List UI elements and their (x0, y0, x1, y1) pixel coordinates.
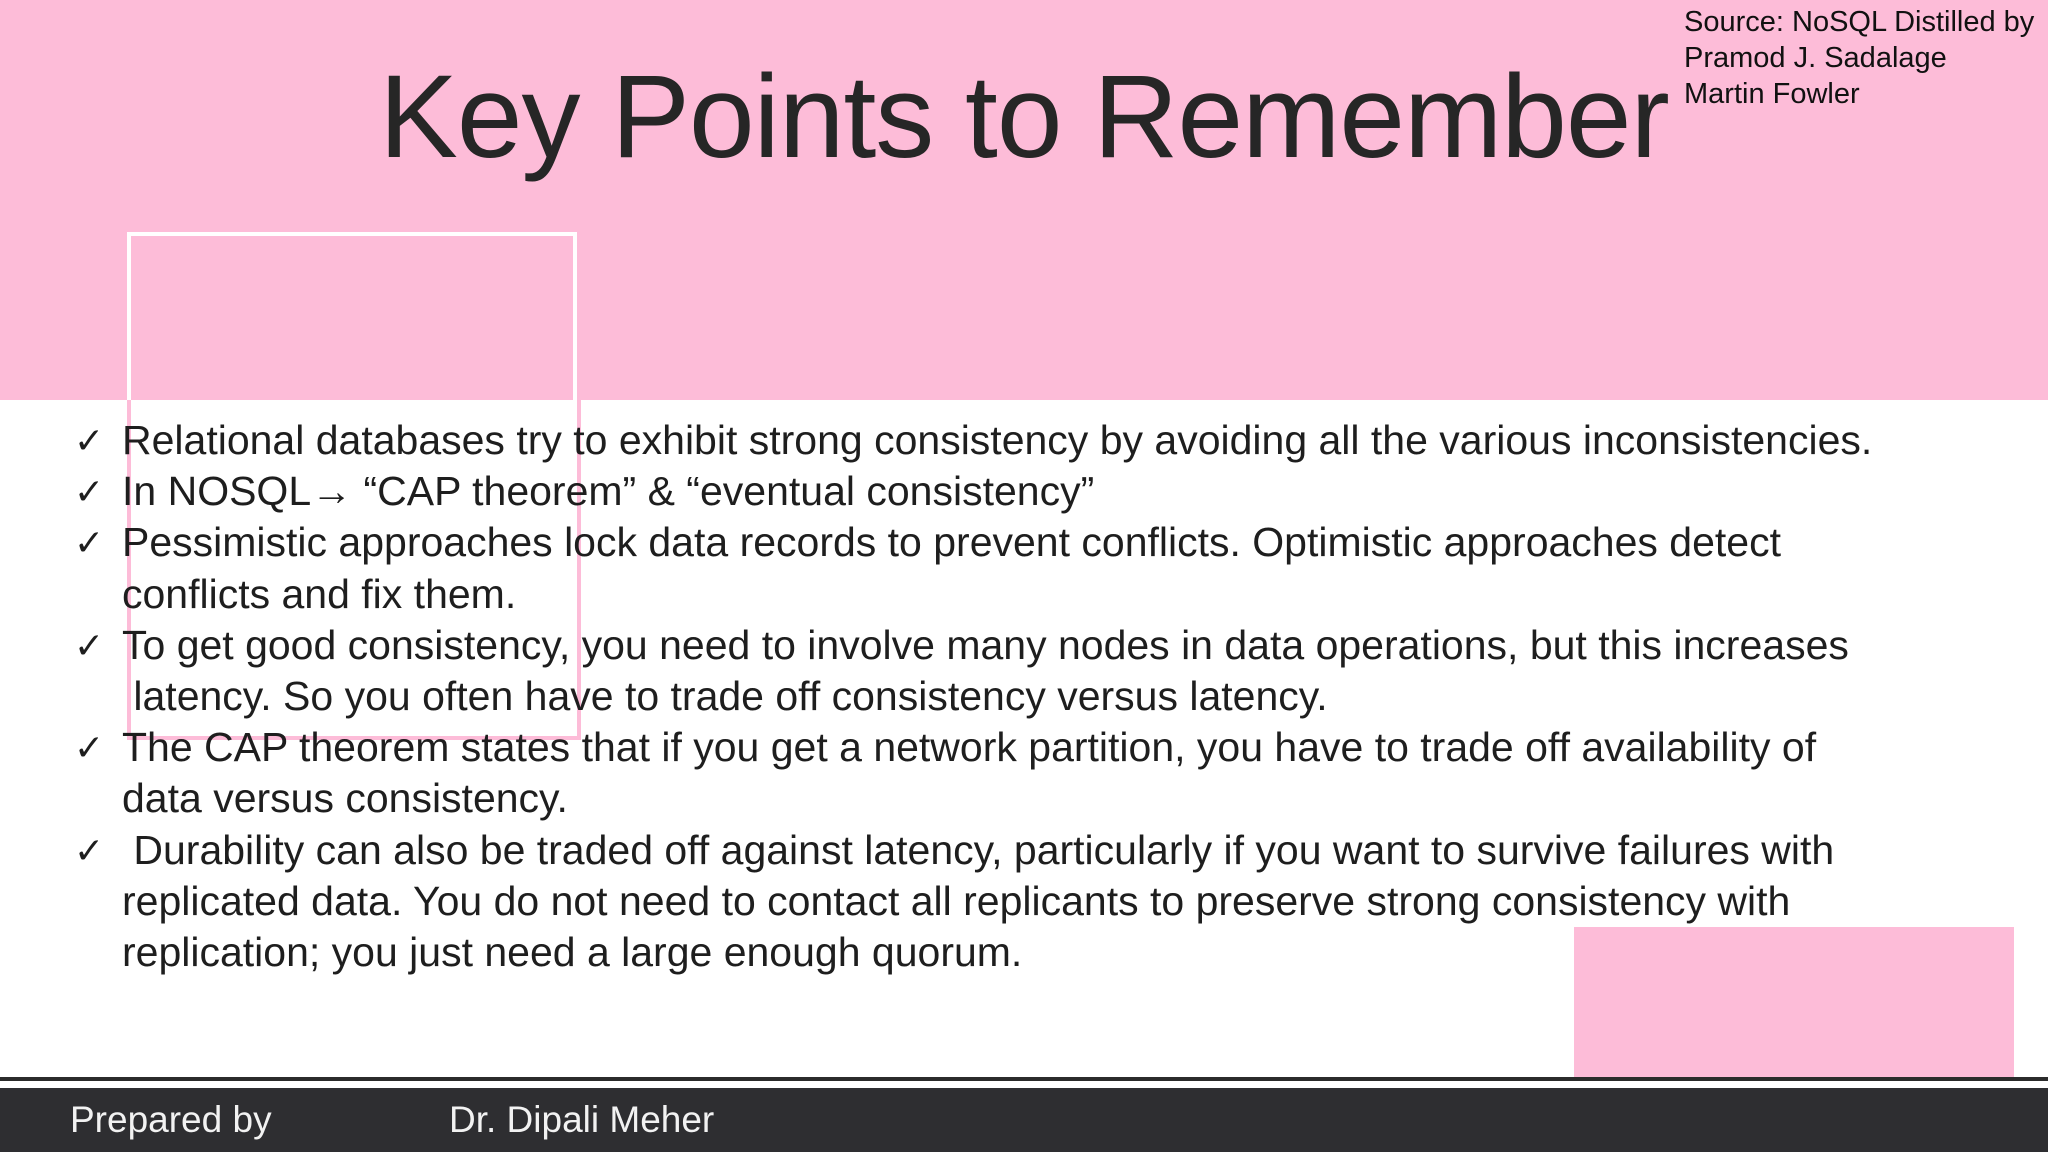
bullet-text: conflicts and fix them. (122, 570, 517, 617)
bullet-text: replication; you just need a large enough quorum. (122, 929, 1023, 976)
bullet-text: Relational databases try to exhibit strong consistency by avoiding all the various inconsistencies. (122, 417, 1873, 463)
bullet-item (70, 466, 2000, 517)
source-line: Pramod J. Sadalage (1684, 42, 1947, 74)
prepared-by-label: Prepared by (70, 1099, 272, 1140)
source-line: Source: NoSQL Distilled by (1684, 6, 2035, 38)
check-icon: ✓ (74, 420, 105, 461)
bullet-text: Pessimistic approaches lock data records to prevent conflicts. Optimistic approaches detect (122, 519, 1781, 566)
check-icon: ✓ (74, 471, 105, 513)
bullet-text: In NOSQL→ “CAP theorem” & “eventual consistency” (122, 468, 1095, 515)
check-icon: ✓ (74, 522, 105, 564)
bullet-text: The CAP theorem states that if you get a network partition, you have to trade off availability of (122, 724, 1817, 771)
check-icon: ✓ (74, 727, 105, 769)
bullet-text: data versus consistency. (122, 775, 568, 822)
bullet-text: latency. So you often have to trade off consistency versus latency. (122, 673, 1328, 720)
check-icon: ✓ (74, 624, 105, 666)
bullet-text: replicated data. You do not need to contact all replicants to preserve strong consistency with (122, 877, 1791, 924)
pink-corner-block (1574, 927, 2014, 1080)
footer-divider (0, 1077, 2048, 1081)
bullet-item (70, 415, 2000, 466)
bullet-text: To get good consistency, you need to involve many nodes in data operations, but this increases (122, 621, 1849, 668)
footer-bar (0, 1088, 2048, 1152)
bullet-list (70, 415, 2000, 978)
bullet-item (70, 722, 2000, 824)
bullet-item (70, 620, 2000, 722)
check-icon: ✓ (74, 829, 105, 871)
bullet-text: Durability can also be traded off against latency, particularly if you want to survive failures with (122, 826, 1835, 873)
source-citation (1684, 4, 2034, 112)
slide-title: Key Points to Remember (379, 51, 1669, 183)
bullet-item (70, 517, 2000, 619)
author-name: Dr. Dipali Meher (449, 1099, 715, 1140)
source-line: Martin Fowler (1684, 78, 1860, 110)
